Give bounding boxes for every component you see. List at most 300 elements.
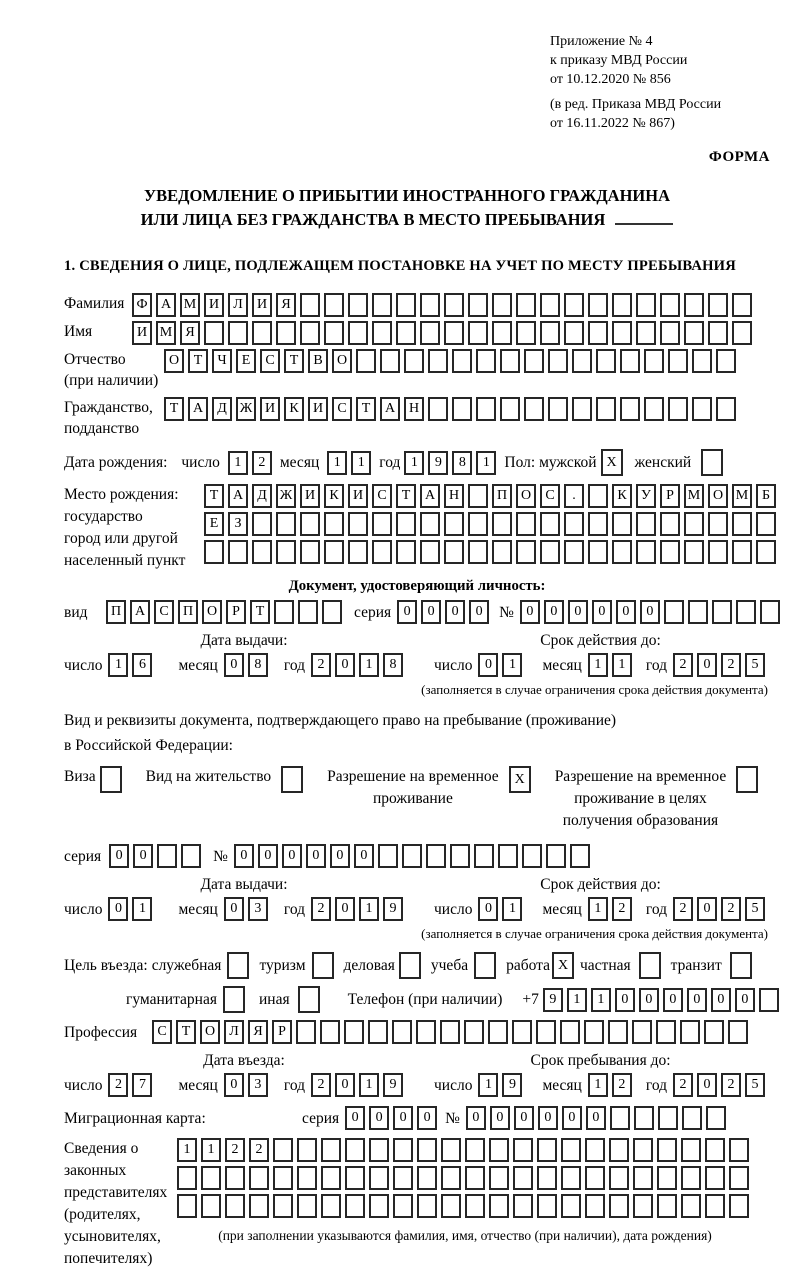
char-cell[interactable]: 9 — [383, 1073, 403, 1097]
char-cell[interactable] — [639, 952, 661, 979]
char-cell[interactable] — [399, 952, 421, 979]
char-cell[interactable] — [369, 1166, 389, 1190]
char-cell[interactable]: М — [732, 484, 752, 508]
char-cell[interactable] — [684, 293, 704, 317]
char-cell[interactable]: Т — [250, 600, 270, 624]
char-cell[interactable] — [417, 1166, 437, 1190]
char-cell[interactable]: 0 — [490, 1106, 510, 1130]
char-cell[interactable] — [660, 293, 680, 317]
char-cell[interactable] — [681, 1194, 701, 1218]
char-cell[interactable]: 1 — [404, 451, 424, 475]
char-cell[interactable] — [712, 600, 732, 624]
char-cell[interactable]: 1 — [108, 653, 128, 677]
char-cell[interactable] — [513, 1166, 533, 1190]
char-cell[interactable] — [588, 321, 608, 345]
char-cell[interactable] — [636, 321, 656, 345]
char-cell[interactable] — [636, 540, 656, 564]
char-cell[interactable]: 0 — [562, 1106, 582, 1130]
char-cell[interactable]: 1 — [588, 897, 608, 921]
char-cell[interactable] — [489, 1166, 509, 1190]
char-cell[interactable] — [228, 321, 248, 345]
char-cell[interactable] — [732, 512, 752, 536]
char-cell[interactable] — [468, 321, 488, 345]
char-cell[interactable] — [536, 1020, 556, 1044]
char-cell[interactable] — [417, 1194, 437, 1218]
char-cell[interactable] — [585, 1138, 605, 1162]
char-cell[interactable] — [512, 1020, 532, 1044]
char-cell[interactable] — [660, 512, 680, 536]
char-cell[interactable] — [396, 321, 416, 345]
char-cell[interactable]: А — [156, 293, 176, 317]
char-cell[interactable] — [612, 540, 632, 564]
char-cell[interactable] — [546, 844, 566, 868]
char-cell[interactable] — [729, 1194, 749, 1218]
char-cell[interactable] — [708, 293, 728, 317]
char-cell[interactable]: 0 — [478, 653, 498, 677]
char-cell[interactable]: 1 — [359, 897, 379, 921]
char-cell[interactable] — [736, 766, 758, 793]
char-cell[interactable]: 0 — [224, 897, 244, 921]
char-cell[interactable]: 1 — [327, 451, 347, 475]
char-cell[interactable] — [204, 321, 224, 345]
char-cell[interactable] — [393, 1194, 413, 1218]
char-cell[interactable] — [561, 1138, 581, 1162]
char-cell[interactable] — [228, 540, 248, 564]
char-cell[interactable] — [756, 540, 776, 564]
char-cell[interactable]: А — [380, 397, 400, 421]
char-cell[interactable] — [564, 321, 584, 345]
char-cell[interactable] — [296, 1020, 316, 1044]
char-cell[interactable] — [705, 1138, 725, 1162]
char-cell[interactable] — [681, 1166, 701, 1190]
char-cell[interactable]: И — [348, 484, 368, 508]
char-cell[interactable] — [572, 349, 592, 373]
char-cell[interactable]: 2 — [673, 1073, 693, 1097]
char-cell[interactable] — [444, 293, 464, 317]
char-cell[interactable]: 0 — [663, 988, 683, 1012]
char-cell[interactable] — [201, 1166, 221, 1190]
char-cell[interactable] — [548, 397, 568, 421]
char-cell[interactable]: X — [601, 449, 623, 476]
char-cell[interactable]: 1 — [359, 1073, 379, 1097]
char-cell[interactable]: 0 — [306, 844, 326, 868]
char-cell[interactable] — [300, 540, 320, 564]
char-cell[interactable] — [276, 512, 296, 536]
char-cell[interactable] — [465, 1166, 485, 1190]
char-cell[interactable] — [274, 600, 294, 624]
char-cell[interactable] — [610, 1106, 630, 1130]
char-cell[interactable] — [324, 512, 344, 536]
char-cell[interactable]: Н — [444, 484, 464, 508]
char-cell[interactable] — [488, 1020, 508, 1044]
char-cell[interactable]: А — [420, 484, 440, 508]
char-cell[interactable] — [489, 1138, 509, 1162]
char-cell[interactable]: 3 — [248, 1073, 268, 1097]
char-cell[interactable] — [660, 540, 680, 564]
char-cell[interactable] — [548, 349, 568, 373]
char-cell[interactable]: 2 — [311, 1073, 331, 1097]
char-cell[interactable] — [321, 1166, 341, 1190]
char-cell[interactable] — [660, 321, 680, 345]
char-cell[interactable]: А — [188, 397, 208, 421]
char-cell[interactable] — [468, 512, 488, 536]
char-cell[interactable] — [684, 321, 704, 345]
char-cell[interactable]: 0 — [369, 1106, 389, 1130]
char-cell[interactable] — [420, 293, 440, 317]
char-cell[interactable] — [492, 321, 512, 345]
char-cell[interactable]: С — [372, 484, 392, 508]
char-cell[interactable]: Е — [236, 349, 256, 373]
char-cell[interactable] — [300, 293, 320, 317]
char-cell[interactable] — [716, 397, 736, 421]
char-cell[interactable]: 0 — [478, 897, 498, 921]
char-cell[interactable] — [348, 321, 368, 345]
char-cell[interactable] — [324, 540, 344, 564]
char-cell[interactable]: 2 — [252, 451, 272, 475]
char-cell[interactable] — [452, 349, 472, 373]
char-cell[interactable]: 0 — [639, 988, 659, 1012]
char-cell[interactable]: 0 — [586, 1106, 606, 1130]
char-cell[interactable]: 1 — [351, 451, 371, 475]
char-cell[interactable] — [444, 540, 464, 564]
char-cell[interactable] — [396, 512, 416, 536]
char-cell[interactable]: Т — [356, 397, 376, 421]
char-cell[interactable] — [348, 293, 368, 317]
char-cell[interactable] — [588, 540, 608, 564]
char-cell[interactable] — [620, 397, 640, 421]
char-cell[interactable] — [564, 293, 584, 317]
char-cell[interactable] — [492, 293, 512, 317]
char-cell[interactable] — [657, 1194, 677, 1218]
char-cell[interactable] — [633, 1194, 653, 1218]
char-cell[interactable] — [516, 512, 536, 536]
char-cell[interactable]: 1 — [502, 897, 522, 921]
char-cell[interactable]: И — [204, 293, 224, 317]
char-cell[interactable]: 9 — [428, 451, 448, 475]
char-cell[interactable]: 0 — [258, 844, 278, 868]
char-cell[interactable]: 2 — [311, 897, 331, 921]
char-cell[interactable]: 8 — [248, 653, 268, 677]
char-cell[interactable] — [516, 293, 536, 317]
char-cell[interactable] — [416, 1020, 436, 1044]
char-cell[interactable] — [560, 1020, 580, 1044]
char-cell[interactable] — [692, 397, 712, 421]
char-cell[interactable] — [100, 766, 122, 793]
char-cell[interactable]: 1 — [612, 653, 632, 677]
char-cell[interactable]: У — [636, 484, 656, 508]
char-cell[interactable]: 0 — [538, 1106, 558, 1130]
char-cell[interactable]: 2 — [673, 897, 693, 921]
char-cell[interactable] — [404, 349, 424, 373]
char-cell[interactable] — [732, 293, 752, 317]
char-cell[interactable]: И — [132, 321, 152, 345]
char-cell[interactable] — [324, 321, 344, 345]
char-cell[interactable]: И — [308, 397, 328, 421]
char-cell[interactable] — [297, 1166, 317, 1190]
char-cell[interactable] — [634, 1106, 654, 1130]
char-cell[interactable] — [468, 293, 488, 317]
char-cell[interactable]: Т — [188, 349, 208, 373]
char-cell[interactable] — [537, 1166, 557, 1190]
char-cell[interactable] — [441, 1138, 461, 1162]
char-cell[interactable] — [540, 321, 560, 345]
char-cell[interactable]: Б — [756, 484, 776, 508]
char-cell[interactable] — [664, 600, 684, 624]
char-cell[interactable]: Я — [276, 293, 296, 317]
char-cell[interactable] — [396, 293, 416, 317]
char-cell[interactable] — [612, 293, 632, 317]
char-cell[interactable] — [396, 540, 416, 564]
char-cell[interactable] — [348, 512, 368, 536]
char-cell[interactable] — [588, 512, 608, 536]
char-cell[interactable]: С — [152, 1020, 172, 1044]
char-cell[interactable] — [312, 952, 334, 979]
char-cell[interactable] — [716, 349, 736, 373]
char-cell[interactable]: Т — [164, 397, 184, 421]
char-cell[interactable] — [632, 1020, 652, 1044]
char-cell[interactable] — [668, 349, 688, 373]
char-cell[interactable] — [444, 321, 464, 345]
char-cell[interactable] — [644, 397, 664, 421]
char-cell[interactable] — [372, 321, 392, 345]
char-cell[interactable]: 0 — [345, 1106, 365, 1130]
char-cell[interactable] — [524, 349, 544, 373]
char-cell[interactable]: . — [564, 484, 584, 508]
char-cell[interactable] — [428, 397, 448, 421]
char-cell[interactable]: 0 — [711, 988, 731, 1012]
char-cell[interactable]: Т — [396, 484, 416, 508]
char-cell[interactable]: 1 — [177, 1138, 197, 1162]
char-cell[interactable] — [297, 1194, 317, 1218]
char-cell[interactable] — [759, 988, 779, 1012]
char-cell[interactable]: Я — [248, 1020, 268, 1044]
char-cell[interactable] — [612, 321, 632, 345]
char-cell[interactable] — [608, 1020, 628, 1044]
char-cell[interactable]: С — [154, 600, 174, 624]
char-cell[interactable] — [730, 952, 752, 979]
char-cell[interactable] — [492, 540, 512, 564]
char-cell[interactable] — [324, 293, 344, 317]
char-cell[interactable] — [177, 1166, 197, 1190]
char-cell[interactable] — [564, 540, 584, 564]
char-cell[interactable]: 0 — [520, 600, 540, 624]
char-cell[interactable] — [452, 397, 472, 421]
char-cell[interactable] — [273, 1194, 293, 1218]
char-cell[interactable]: 2 — [249, 1138, 269, 1162]
char-cell[interactable] — [181, 844, 201, 868]
char-cell[interactable]: Л — [224, 1020, 244, 1044]
char-cell[interactable]: Т — [204, 484, 224, 508]
char-cell[interactable]: 0 — [224, 1073, 244, 1097]
char-cell[interactable] — [321, 1194, 341, 1218]
char-cell[interactable]: Р — [272, 1020, 292, 1044]
char-cell[interactable]: 0 — [687, 988, 707, 1012]
char-cell[interactable]: 0 — [330, 844, 350, 868]
char-cell[interactable] — [609, 1166, 629, 1190]
char-cell[interactable] — [570, 844, 590, 868]
char-cell[interactable]: Д — [212, 397, 232, 421]
char-cell[interactable] — [369, 1194, 389, 1218]
char-cell[interactable] — [588, 484, 608, 508]
char-cell[interactable]: Я — [180, 321, 200, 345]
char-cell[interactable] — [273, 1138, 293, 1162]
char-cell[interactable]: 8 — [452, 451, 472, 475]
char-cell[interactable] — [633, 1166, 653, 1190]
char-cell[interactable] — [474, 952, 496, 979]
char-cell[interactable] — [609, 1194, 629, 1218]
char-cell[interactable] — [252, 321, 272, 345]
char-cell[interactable] — [157, 844, 177, 868]
char-cell[interactable]: Н — [404, 397, 424, 421]
char-cell[interactable] — [345, 1194, 365, 1218]
char-cell[interactable] — [426, 844, 446, 868]
char-cell[interactable] — [500, 397, 520, 421]
char-cell[interactable]: X — [509, 766, 531, 793]
char-cell[interactable] — [681, 1138, 701, 1162]
char-cell[interactable] — [657, 1138, 677, 1162]
char-cell[interactable]: Ф — [132, 293, 152, 317]
char-cell[interactable]: 0 — [224, 653, 244, 677]
char-cell[interactable]: Т — [284, 349, 304, 373]
char-cell[interactable]: 0 — [592, 600, 612, 624]
char-cell[interactable] — [537, 1138, 557, 1162]
char-cell[interactable] — [201, 1194, 221, 1218]
char-cell[interactable] — [585, 1166, 605, 1190]
char-cell[interactable]: К — [324, 484, 344, 508]
char-cell[interactable] — [705, 1166, 725, 1190]
char-cell[interactable] — [476, 397, 496, 421]
char-cell[interactable]: 0 — [108, 897, 128, 921]
char-cell[interactable]: 1 — [201, 1138, 221, 1162]
char-cell[interactable]: П — [178, 600, 198, 624]
char-cell[interactable] — [708, 512, 728, 536]
char-cell[interactable]: 0 — [697, 653, 717, 677]
char-cell[interactable]: И — [300, 484, 320, 508]
char-cell[interactable]: 0 — [282, 844, 302, 868]
char-cell[interactable] — [372, 540, 392, 564]
char-cell[interactable] — [468, 540, 488, 564]
char-cell[interactable] — [609, 1138, 629, 1162]
char-cell[interactable] — [348, 540, 368, 564]
char-cell[interactable]: 0 — [568, 600, 588, 624]
char-cell[interactable] — [465, 1138, 485, 1162]
char-cell[interactable] — [344, 1020, 364, 1044]
char-cell[interactable] — [701, 449, 723, 476]
char-cell[interactable] — [297, 1138, 317, 1162]
char-cell[interactable] — [345, 1166, 365, 1190]
char-cell[interactable] — [728, 1020, 748, 1044]
char-cell[interactable] — [444, 512, 464, 536]
char-cell[interactable] — [428, 349, 448, 373]
char-cell[interactable] — [476, 349, 496, 373]
char-cell[interactable] — [249, 1166, 269, 1190]
char-cell[interactable]: 8 — [383, 653, 403, 677]
char-cell[interactable]: 1 — [591, 988, 611, 1012]
char-cell[interactable] — [636, 293, 656, 317]
char-cell[interactable]: А — [130, 600, 150, 624]
char-cell[interactable] — [561, 1194, 581, 1218]
char-cell[interactable] — [276, 540, 296, 564]
char-cell[interactable]: Ж — [276, 484, 296, 508]
char-cell[interactable] — [680, 1020, 700, 1044]
char-cell[interactable] — [450, 844, 470, 868]
char-cell[interactable] — [345, 1138, 365, 1162]
char-cell[interactable]: 9 — [543, 988, 563, 1012]
char-cell[interactable] — [644, 349, 664, 373]
char-cell[interactable] — [620, 349, 640, 373]
char-cell[interactable]: 0 — [615, 988, 635, 1012]
char-cell[interactable] — [537, 1194, 557, 1218]
char-cell[interactable] — [372, 512, 392, 536]
char-cell[interactable] — [252, 512, 272, 536]
char-cell[interactable]: 1 — [476, 451, 496, 475]
char-cell[interactable]: 5 — [745, 653, 765, 677]
char-cell[interactable] — [524, 397, 544, 421]
char-cell[interactable]: К — [612, 484, 632, 508]
char-cell[interactable]: 0 — [335, 897, 355, 921]
char-cell[interactable] — [513, 1194, 533, 1218]
char-cell[interactable]: Е — [204, 512, 224, 536]
char-cell[interactable] — [729, 1166, 749, 1190]
char-cell[interactable]: 0 — [133, 844, 153, 868]
char-cell[interactable]: 0 — [514, 1106, 534, 1130]
char-cell[interactable]: Р — [226, 600, 246, 624]
char-cell[interactable]: С — [260, 349, 280, 373]
char-cell[interactable]: 0 — [544, 600, 564, 624]
char-cell[interactable]: М — [684, 484, 704, 508]
char-cell[interactable]: 0 — [109, 844, 129, 868]
char-cell[interactable]: О — [164, 349, 184, 373]
char-cell[interactable] — [380, 349, 400, 373]
char-cell[interactable]: 1 — [502, 653, 522, 677]
char-cell[interactable]: Т — [176, 1020, 196, 1044]
char-cell[interactable]: С — [540, 484, 560, 508]
char-cell[interactable]: 2 — [721, 897, 741, 921]
char-cell[interactable] — [756, 512, 776, 536]
char-cell[interactable] — [588, 293, 608, 317]
char-cell[interactable] — [276, 321, 296, 345]
char-cell[interactable] — [736, 600, 756, 624]
char-cell[interactable] — [540, 293, 560, 317]
char-cell[interactable] — [249, 1194, 269, 1218]
char-cell[interactable] — [402, 844, 422, 868]
char-cell[interactable] — [177, 1194, 197, 1218]
char-cell[interactable]: 0 — [397, 600, 417, 624]
char-cell[interactable] — [732, 321, 752, 345]
char-cell[interactable] — [420, 512, 440, 536]
char-cell[interactable]: 0 — [640, 600, 660, 624]
char-cell[interactable] — [596, 349, 616, 373]
char-cell[interactable] — [300, 321, 320, 345]
char-cell[interactable] — [465, 1194, 485, 1218]
char-cell[interactable]: И — [252, 293, 272, 317]
char-cell[interactable]: 2 — [612, 1073, 632, 1097]
char-cell[interactable] — [223, 986, 245, 1013]
char-cell[interactable] — [572, 397, 592, 421]
char-cell[interactable]: 9 — [383, 897, 403, 921]
char-cell[interactable] — [321, 1138, 341, 1162]
char-cell[interactable] — [492, 512, 512, 536]
char-cell[interactable]: 0 — [421, 600, 441, 624]
char-cell[interactable]: А — [228, 484, 248, 508]
char-cell[interactable] — [322, 600, 342, 624]
char-cell[interactable]: 0 — [469, 600, 489, 624]
char-cell[interactable] — [298, 600, 318, 624]
char-cell[interactable] — [729, 1138, 749, 1162]
char-cell[interactable]: 9 — [502, 1073, 522, 1097]
char-cell[interactable] — [227, 952, 249, 979]
char-cell[interactable] — [516, 540, 536, 564]
